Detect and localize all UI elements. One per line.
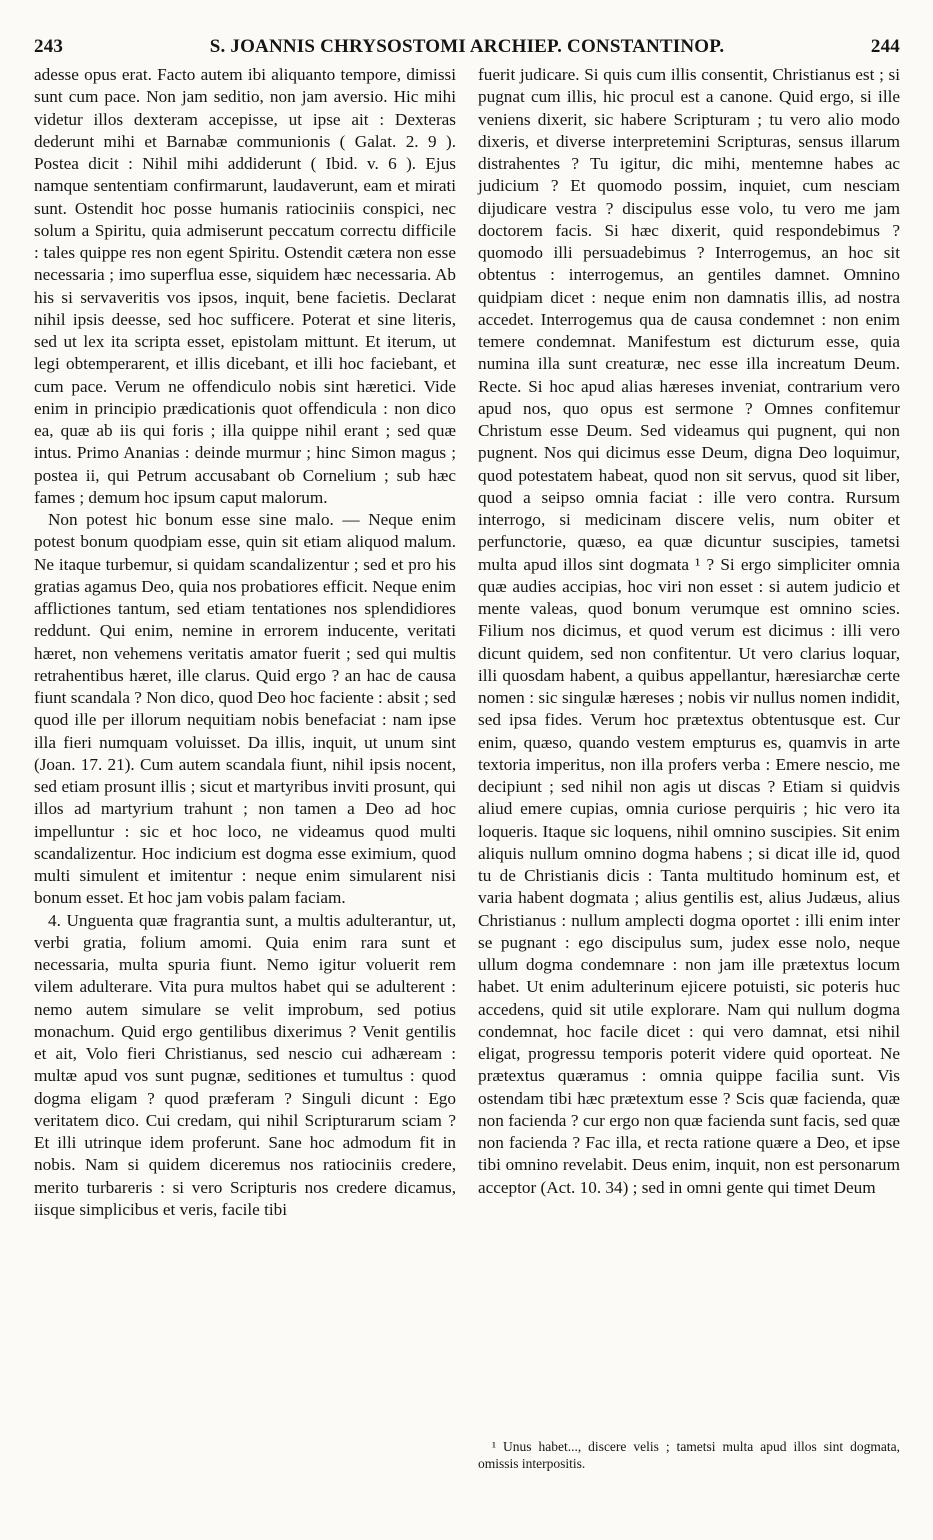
page-number-left: 243 (34, 36, 64, 57)
paragraph: Non potest hic bonum esse sine malo. — Neque enim potest bonum quodpiam esse, quin sit etiam aliquod malum. Ne itaque turbemur, si quidam scandalizentur ; sed et pro his gratias agamus Deo, quia nos probatiores efficit. Neque enim afflictiones tantum, sed etiam tentationes nos splendidiores reddunt. Qui enim, nemine in errorem inducente, veritati hæret, non vehemens veritatis amator fuerit ; sed qui multis retrahentibus hæret, ille clarus. Quid ergo ? an hac de causa fiunt scandala ? Non dico, quod Deo hoc faciente : absit ; sed quod ille per illorum nequitiam nobis benefaciat : nam ipse illa fieri numquam voluisset. Da illis, inquit, ut unum sint (Joan. 17. 21). Cum autem scandala fiunt, nihil ipsis nocent, sed etiam prosunt illis ; sicut et martyribus inviti prosunt, qui illos ad martyrium trahunt ; non tamen a Deo ad hoc impelluntur : sic et hoc loco, ne videamus quod multi scandalizentur. Hoc indicium est dogma esse eximium, quod multi simulent et imitentur : neque enim simularent nisi bonum esset. Et hoc jam vobis palam faciam. (34, 510, 456, 908)
footnote-text: ¹ Unus habet..., discere velis ; tametsi multa apud illos sint dogmata, omissis interpositis. (478, 1439, 900, 1471)
page-number-right: 244 (870, 36, 900, 57)
paragraph: fuerit judicare. Si quis cum illis consentit, Christianus est ; si pugnat cum illis, hic procul est a canone. Quid ergo, si ille veniens dixerit, sic habere Scripturam ; tu vero alio modo dixeris, et diverse interpretemini Scripturas, sensus illarum distrahentes ? Tu igitur, dic mihi, mentemne habes ac judicium ? Et quomodo possim, inquiet, cum nesciam dijudicare vestra ? discipulus esse volo, tu vero me jam doctorem facis. Si hæc dixerit, quid respondebimus ? quomodo illi persuadebimus ? Interrogemus, an hoc sit obtentus : interrogemus, an gentiles damnet. Omnino quidpiam dicet : neque enim non damnatis illis, ad nostra accedet. Interrogemus qua de causa condemnet : non enim temere condemnat. Manifestum est dicturum esse, quia numina illa sunt creaturæ, nec esse illa increatum Deum. Recte. Si hoc apud alias hæreses inveniat, contrarium vero apud nos, quo opus est sermone ? Omnes confitemur Christum esse Deum. Sed videamus qui pugnent, qui non pugnent. Nos qui dicimus esse Deum, digna Deo loquimur, quod potestatem habeat, quod non sit servus, quod sit liber, quod a seipso omnia faciat : ille vero contra. Rursum interrogo, si medicinam discere velis, num obiter et perfunctorie, quæso, ea quæ dicuntur suscipies, tametsi multa apud illos sint dogmata ¹ ? Si ergo simpliciter omnia quæ audies accipias, hoc viri non esset : si autem judicio et mente valeas, quod bonum verumque est omnino scies. Filium nos dicimus, et quod verum est dicimus : illi vero dicunt quidem, sed non confitentur. Ut vero clarius loquar, illi quosdam habent, a quibus appellantur, hæresiarchæ certe nomen : sic singulæ hæreses ; nobis vir nullus nomen indidit, sed ipsa fides. Verum hoc prætextus obtentusque est. Cur enim, quæso, quando vestem empturus es, quamvis in arte textoria imperitus, non illa profers verba : Emere nescio, me decipiunt ; sed nihil non agis ut discas ? Etiam si quidvis aliud emere cupias, omnia curiose perquiris ; hic vero ita loqueris. Itaque sic loquens, nihil omnino suscipies. Sit enim aliquis nullum omnino dogma habens ; si dicat ille id, quod tu de Christianis dicis : Tanta multitudo hominum est, et varia habent dogmata ; alius gentilis est, alius Judæus, alius Christianus : nullum amplecti dogma oportet : illi enim inter se pugnant : ego discipulus sum, judex esse nolo, neque ullum dogma condemnare : non jam ille prætextus locum habet. Ut enim adulterinum ejicere potuisti, sic poteris huc accedens, quid sit utile explorare. Nam qui nullum dogma condemnat, hoc facile dicet : qui vero damnat, etsi nihil eligat, progressu temporis poterit videre quid oporteat. Ne prætextus quæramus : omnia quippe facilia sunt. Vis ostendam tibi hæc prætextum esse ? Scis quæ facienda, quæ non facienda ? cur ergo non quæ facienda sunt facis, sed quæ non facienda ? Fac illa, et recta ratione quære a Deo, et ipse tibi omnino revelabit. Deus enim, inquit, non est personarum acceptor (Act. 10. 34) ; sed in omni gente qui timet Deum (478, 65, 900, 1197)
left-column (34, 64, 456, 1221)
running-header (34, 36, 900, 64)
footnote (478, 1438, 900, 1472)
paragraph: 4. Unguenta quæ fragrantia sunt, a multis adulterantur, ut, verbi gratia, folium amomi. Quia enim rara sunt et necessaria, multa spuria fiunt. Nemo igitur voluerit rem vilem adulterare. Vita pura multos habet qui se adulterent : nemo autem simulare se velit improbum, sed potius monachum. Quid ergo gentilibus dixerimus ? Venit gentilis et ait, Volo fieri Christianus, sed nescio cui adhæream : multæ apud vos sunt pugnæ, seditiones et tumultus : quod dogma eligam ? quod præferam ? Singuli dicunt : Ego veritatem dico. Cui credam, qui nihil Scripturarum sciam ? Et illi utrinque idem proferunt. Sane hoc admodum fit in nobis. Nam si quidem diceremus nos ratiociniis credere, merito turbareris : si vero Scripturis nos credere dicamus, iisque simplicibus et veris, facile tibi (34, 910, 456, 1219)
running-title: S. JOANNIS CHRYSOSTOMI ARCHIEP. CONSTANTINOP. (209, 36, 725, 57)
right-column (478, 64, 900, 1199)
paragraph: adesse opus erat. Facto autem ibi aliquanto tempore, dimissi sunt cum pace. Non jam seditio, non jam aversio. Hic mihi videtur illos dexteram accepisse, ut ipse ait : Dexteras dederunt mihi et Barnabæ communionis ( Galat. 2. 9 ). Postea dicit : Nihil mihi addiderunt ( Ibid. v. 6 ). Ejus namque sententiam confirmarunt, laudaverunt, eam et mirati sunt. Ostendit hoc posse humanis ratiociniis conspici, nec solum a Spiritu, quia admiserunt peccatum correctu difficile : tales quippe res non egent Spiritu. Ostendit cætera non esse necessaria ; imo superflua esse, siquidem hæc necessaria. Ab his si servaveritis vos ipsos, inquit, bene facietis. Declarat nihil ipsis deesse, sed hoc sufficere. Poterat et sine literis, sed ut lex ita scripta esset, epistolam mittunt. Et iterum, ut legi obtemperarent, et illis dicebant, et illi hoc faciebant, et cum pace. Verum ne offendiculo nobis sint hæretici. Vide enim in principio prædicationis quot offendicula : non dico ea, quæ ab iis qui foris ; illa quippe nihil erant ; sed quæ intus. Primo Ananias : deinde murmur ; hinc Simon magus ; postea ii, qui Petrum accusabant ob Cornelium ; sub hæc fames ; demum hoc ipsum caput malorum. (34, 65, 456, 507)
